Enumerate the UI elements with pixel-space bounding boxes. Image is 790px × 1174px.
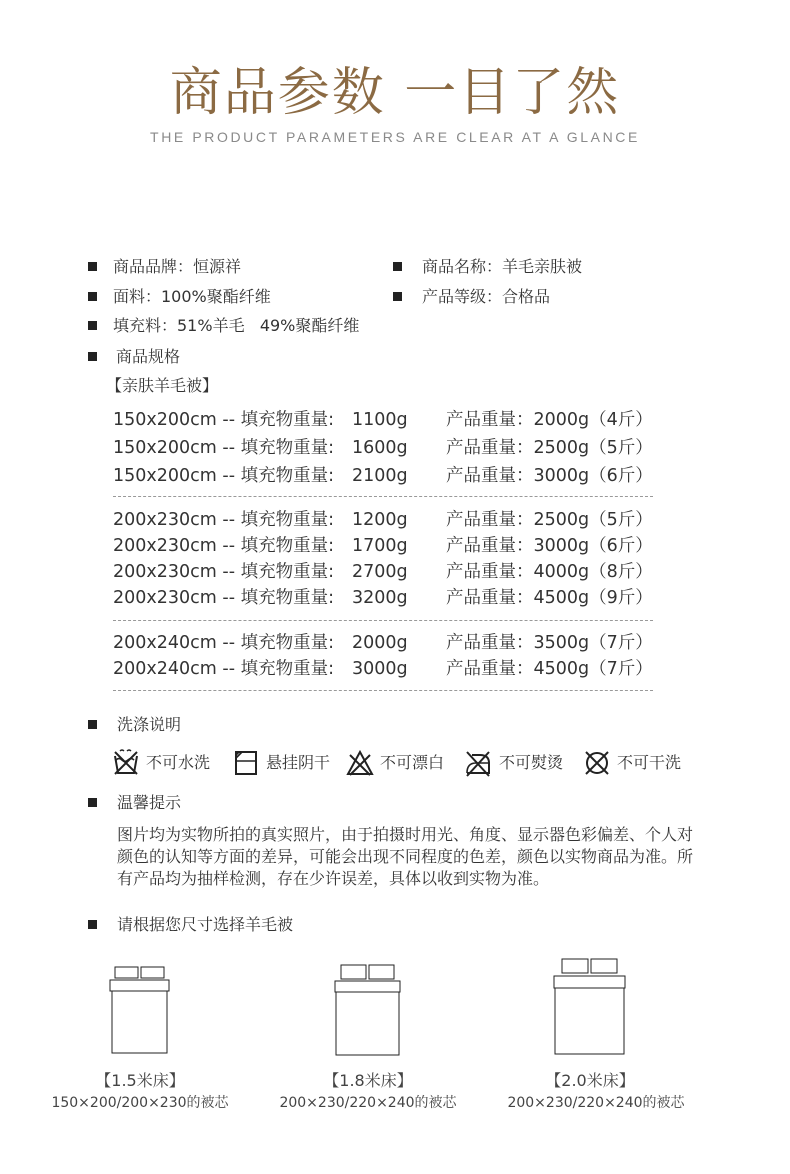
spec-size: 200x230cm -- 填充物重量:: [113, 536, 334, 556]
spec-fill: 1100g: [352, 410, 408, 430]
param-grade: 产品等级：合格品: [422, 287, 551, 306]
param-name: 商品名称：羊毛亲肤被: [422, 257, 583, 276]
tips-heading: 温馨提示: [117, 793, 182, 812]
bullet-icon: [88, 262, 97, 271]
spec-weight: 产品重量：3500g（7斤）: [446, 633, 653, 653]
spec-fill: 2100g: [352, 466, 408, 486]
spec-fill: 1700g: [352, 536, 408, 556]
divider: [113, 620, 653, 621]
hang-dry-shade-icon: [232, 749, 260, 777]
bed-label: 【1.8米床】: [323, 1071, 413, 1090]
bed-size-text: 200×230/220×240的被芯: [507, 1095, 685, 1111]
bed-label: 【1.5米床】: [95, 1071, 185, 1090]
bullet-icon: [88, 352, 97, 361]
spec-fill: 2700g: [352, 562, 408, 582]
spec-size: 200x240cm -- 填充物重量:: [113, 633, 334, 653]
no-bleach-icon: [346, 749, 374, 777]
spec-weight: 产品重量：2500g（5斤）: [446, 510, 653, 530]
param-fabric: 面料：100%聚酯纤维: [113, 287, 271, 306]
bullet-icon: [88, 798, 97, 807]
spec-weight: 产品重量：2500g（5斤）: [446, 438, 653, 458]
wash-label: 不可干洗: [617, 753, 682, 772]
divider: [113, 690, 653, 691]
divider: [113, 496, 653, 497]
no-iron-icon: [464, 749, 492, 777]
bullet-icon: [88, 321, 97, 330]
page-title: 商品参数 一目了然: [169, 63, 621, 123]
bullet-icon: [393, 292, 402, 301]
bed-label: 【2.0米床】: [545, 1071, 635, 1090]
param-filling: 填充料：51%羊毛 49%聚酯纤维: [113, 316, 360, 335]
page-subtitle: THE PRODUCT PARAMETERS ARE CLEAR AT A GLANCE: [150, 129, 640, 145]
spec-heading: 商品规格: [116, 347, 181, 366]
spec-weight: 产品重量：2000g（4斤）: [446, 410, 653, 430]
bullet-icon: [393, 262, 402, 271]
no-dry-clean-icon: [583, 749, 611, 777]
wash-label: 不可水洗: [146, 753, 211, 772]
spec-fill: 2000g: [352, 633, 408, 653]
spec-size: 150x200cm -- 填充物重量:: [113, 410, 334, 430]
spec-weight: 产品重量：4000g（8斤）: [446, 562, 653, 582]
washing-heading: 洗涤说明: [117, 715, 182, 734]
spec-fill: 3000g: [352, 659, 408, 679]
bed-size-text: 150×200/200×230的被芯: [51, 1095, 229, 1111]
no-water-wash-icon: [112, 748, 140, 776]
bullet-icon: [88, 292, 97, 301]
spec-size: 150x200cm -- 填充物重量:: [113, 466, 334, 486]
size-guide-heading: 请根据您尺寸选择羊毛被: [117, 915, 294, 934]
spec-size: 200x230cm -- 填充物重量:: [113, 588, 334, 608]
spec-fill: 1200g: [352, 510, 408, 530]
tips-text: 图片均为实物所拍的真实照片，由于拍摄时用光、角度、显示器色彩偏差、个人对颜色的认知等方面的差异，可能会出现不同程度的色差，颜色以实物商品为准。所有产品均为抽样检测，存在少许误差，具体以收到实物为准。: [117, 825, 694, 888]
bed-size-text: 200×230/220×240的被芯: [279, 1095, 457, 1111]
spec-size: 200x230cm -- 填充物重量:: [113, 562, 334, 582]
spec-subheading: 【亲肤羊毛被】: [106, 376, 219, 395]
spec-weight: 产品重量：4500g（7斤）: [446, 659, 653, 679]
spec-size: 200x240cm -- 填充物重量:: [113, 659, 334, 679]
spec-fill: 3200g: [352, 588, 408, 608]
wash-label: 不可漂白: [380, 753, 445, 772]
wash-label: 不可熨烫: [499, 753, 564, 772]
wash-label: 悬挂阴干: [266, 753, 331, 772]
spec-weight: 产品重量：4500g（9斤）: [446, 588, 653, 608]
spec-size: 150x200cm -- 填充物重量:: [113, 438, 334, 458]
spec-weight: 产品重量：3000g（6斤）: [446, 466, 653, 486]
spec-weight: 产品重量：3000g（6斤）: [446, 536, 653, 556]
param-brand: 商品品牌：恒源祥: [113, 257, 242, 276]
bed-diagram-icon: [330, 960, 405, 1060]
bullet-icon: [88, 720, 97, 729]
spec-size: 200x230cm -- 填充物重量:: [113, 510, 334, 530]
bed-diagram-icon: [105, 963, 175, 1058]
bed-diagram-icon: [550, 953, 630, 1058]
bullet-icon: [88, 920, 97, 929]
spec-fill: 1600g: [352, 438, 408, 458]
